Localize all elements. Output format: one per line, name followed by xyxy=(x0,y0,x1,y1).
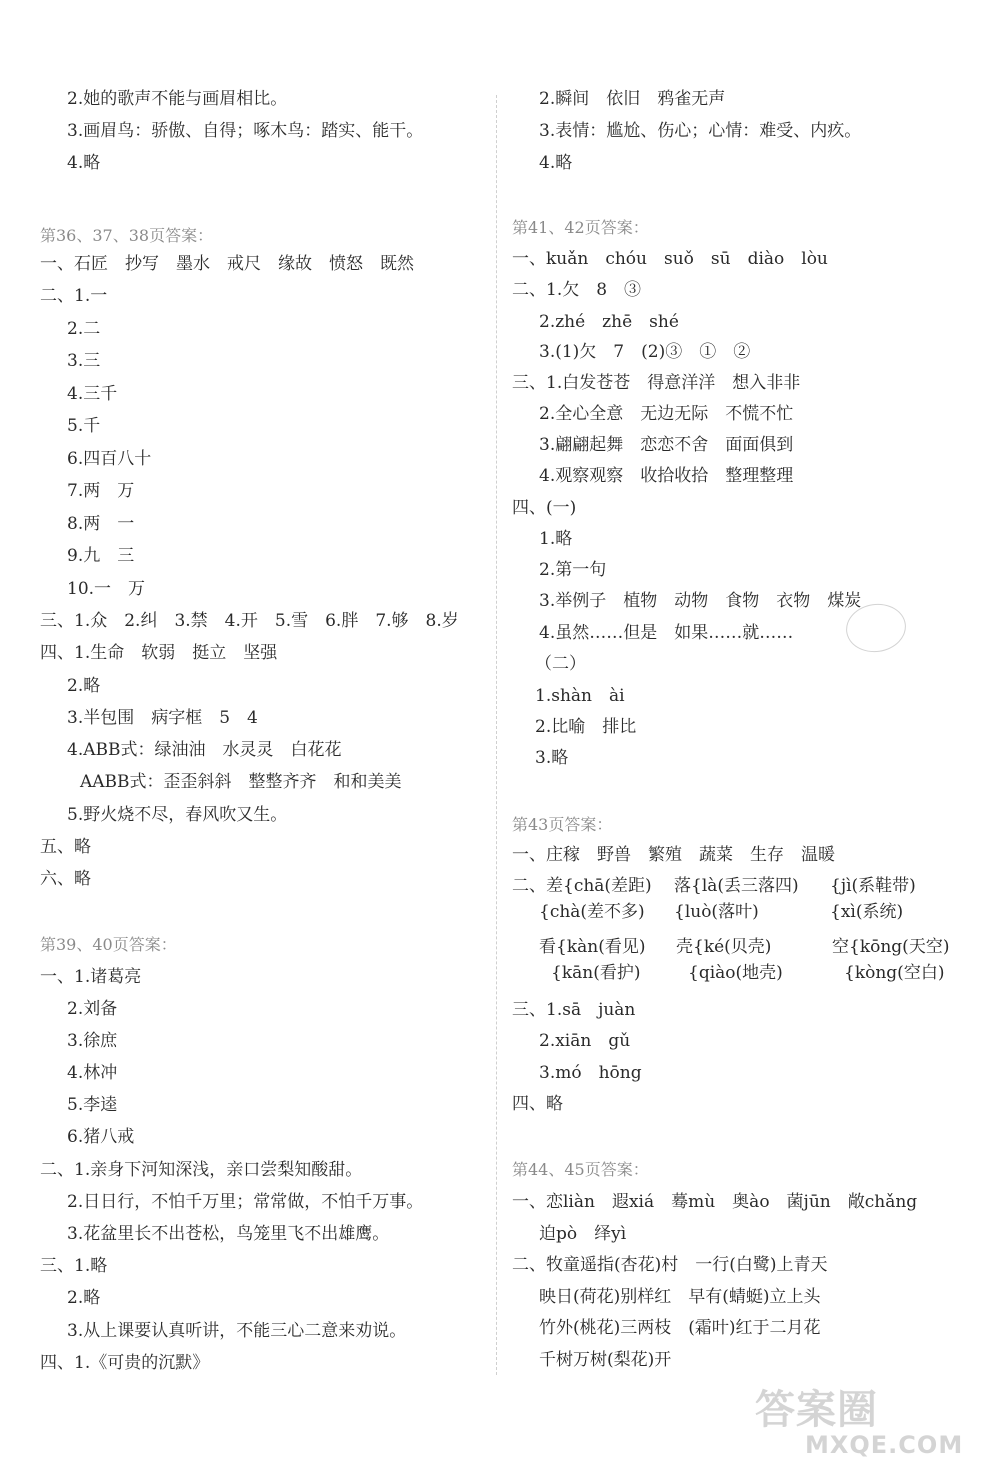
answer-line: 3.略 xyxy=(535,748,569,768)
answer-line: 迫pò 绎yì xyxy=(539,1224,627,1244)
answer-line: 2.瞬间 依旧 鸦雀无声 xyxy=(539,89,726,109)
answer-line: 6.四百八十 xyxy=(67,449,152,469)
answer-line: 2.zhé zhē shé xyxy=(539,312,679,332)
answer-line: 4.略 xyxy=(539,153,573,173)
answer-line: 4.林冲 xyxy=(67,1063,118,1083)
answer-line: 4.ABB式：绿油油 水灵灵 白花花 xyxy=(67,740,342,760)
answer-line: 一、石匠 抄写 墨水 戒尺 缘故 愤怒 既然 xyxy=(40,254,414,274)
answer-line: {chà(差不多) xyxy=(539,902,645,922)
answer-line: 2.全心全意 无边无际 不慌不忙 xyxy=(539,404,794,424)
answer-line: 3.花盆里长不出苍松，鸟笼里飞不出雄鹰。 xyxy=(67,1224,390,1244)
answer-line: 3.表情：尴尬、伤心；心情：难受、内疚。 xyxy=(539,121,862,141)
answer-line: {kòng(空白) xyxy=(844,963,945,983)
answer-line: 一、kuǎn chóu suǒ sū diào lòu xyxy=(512,249,828,269)
answer-line: 四、(一) xyxy=(512,498,577,518)
answer-line: 二、1.一 xyxy=(40,286,108,306)
answer-line: 5.野火烧不尽，春风吹又生。 xyxy=(67,805,288,825)
answer-line: （二） xyxy=(535,654,586,674)
answer-line: 5.千 xyxy=(67,416,101,436)
answer-line: 二、差{chā(差距) xyxy=(512,876,652,896)
answer-line: 二、1.欠 8 ③ xyxy=(512,280,642,300)
answer-line: 1.shàn ài xyxy=(535,686,625,706)
answer-line: 8.两 一 xyxy=(67,514,135,534)
answer-line: 2.刘备 xyxy=(67,999,118,1019)
answer-line: 竹外(桃花)三两枝 (霜叶)红于二月花 xyxy=(539,1318,821,1338)
answer-line: 六、略 xyxy=(40,869,91,889)
watermark xyxy=(755,1378,963,1459)
answer-line: {qiào(地壳) xyxy=(688,963,783,983)
answer-line: 三、1.略 xyxy=(40,1256,108,1276)
answer-line: 看{kàn(看见) xyxy=(539,937,646,957)
answer-line: 三、1.白发苍苍 得意洋洋 想入非非 xyxy=(512,373,801,393)
answer-line: 壳{ké(贝壳) xyxy=(676,937,772,957)
answer-line: 3.徐庶 xyxy=(67,1031,118,1051)
answer-line: 10.一 万 xyxy=(67,579,146,599)
answer-line: 4.虽然……但是 如果……就…… xyxy=(539,623,794,643)
answer-line: 三、1.sā juàn xyxy=(512,1000,636,1020)
answer-line: AABB式：歪歪斜斜 整整齐齐 和和美美 xyxy=(80,772,402,792)
answer-line: {jì(系鞋带) xyxy=(830,876,916,896)
answer-line: 3.举例子 植物 动物 食物 衣物 煤炭 xyxy=(539,591,862,611)
answer-line: 3.三 xyxy=(67,351,101,371)
answer-line: 3.翩翩起舞 恋恋不舍 面面俱到 xyxy=(539,435,794,455)
answer-line: {luò(落叶) xyxy=(674,902,759,922)
answer-line: 1.略 xyxy=(539,529,573,549)
answer-line: 三、1.众 2.纠 3.禁 4.开 5.雪 6.胖 7.够 8.岁 xyxy=(40,611,459,631)
answer-line: {xì(系统) xyxy=(830,902,904,922)
answer-line: 3.(1)欠 7 (2)③ ① ② xyxy=(539,342,751,362)
answer-line: 3.画眉鸟：骄傲、自得；啄木鸟：踏实、能干。 xyxy=(67,121,424,141)
answer-line: 四、1.生命 软弱 挺立 坚强 xyxy=(40,643,278,663)
answer-line: 一、1.诸葛亮 xyxy=(40,967,142,987)
answer-line: 2.比喻 排比 xyxy=(535,717,637,737)
answer-line: 2.略 xyxy=(67,1288,101,1308)
answer-line: 2.二 xyxy=(67,319,101,339)
answer-line: 一、庄稼 野兽 繁殖 蔬菜 生存 温暖 xyxy=(512,845,835,865)
answer-line: 四、1.《可贵的沉默》 xyxy=(40,1353,210,1373)
section-heading: 第43页答案： xyxy=(512,815,613,834)
section-heading: 第36、37、38页答案： xyxy=(40,226,214,245)
section-heading: 第39、40页答案： xyxy=(40,935,177,954)
answer-line: {kān(看护) xyxy=(551,963,641,983)
answer-line: 4.观察观察 收拾收拾 整理整理 xyxy=(539,466,794,486)
answer-line: 落{là(丢三落四) xyxy=(674,876,799,896)
answer-line: 空{kōng(天空) xyxy=(832,937,950,957)
watermark-main: 答案圈 xyxy=(755,1387,878,1433)
answer-line: 2.略 xyxy=(67,676,101,696)
answer-line: 五、略 xyxy=(40,837,91,857)
answer-line: 2.她的歌声不能与画眉相比。 xyxy=(67,89,288,109)
answer-line: 2.日日行，不怕千万里；常常做，不怕千万事。 xyxy=(67,1192,424,1212)
section-heading: 第44、45页答案： xyxy=(512,1160,649,1179)
answer-line: 3.从上课要认真听讲，不能三心二意来劝说。 xyxy=(67,1321,407,1341)
answer-line: 5.李逵 xyxy=(67,1095,118,1115)
answer-line: 4.三千 xyxy=(67,384,118,404)
answer-line: 2.第一句 xyxy=(539,560,607,580)
column-divider xyxy=(496,95,497,1375)
answer-line: 7.两 万 xyxy=(67,481,135,501)
answer-line: 一、恋liàn 遐xiá 蓦mù 奥ào 菌jūn 敞chǎng xyxy=(512,1192,918,1212)
answer-line: 4.略 xyxy=(67,153,101,173)
section-heading: 第41、42页答案： xyxy=(512,218,649,237)
answer-line: 3.mó hōng xyxy=(539,1063,642,1083)
answer-line: 二、牧童遥指(杏花)村 一行(白鹭)上青天 xyxy=(512,1255,828,1275)
watermark-sub: MXQE.COM xyxy=(805,1431,964,1459)
answer-line: 9.九 三 xyxy=(67,546,135,566)
answer-line: 2.xiān gǔ xyxy=(539,1031,631,1051)
answer-line: 千树万树(梨花)开 xyxy=(539,1350,672,1370)
answer-line: 映日(荷花)别样红 早有(蜻蜓)立上头 xyxy=(539,1287,821,1307)
answer-line: 四、略 xyxy=(512,1094,563,1114)
answer-line: 3.半包围 病字框 5 4 xyxy=(67,708,258,728)
answer-line: 二、1.亲身下河知深浅，亲口尝梨知酸甜。 xyxy=(40,1160,363,1180)
answer-line: 6.猪八戒 xyxy=(67,1127,135,1147)
